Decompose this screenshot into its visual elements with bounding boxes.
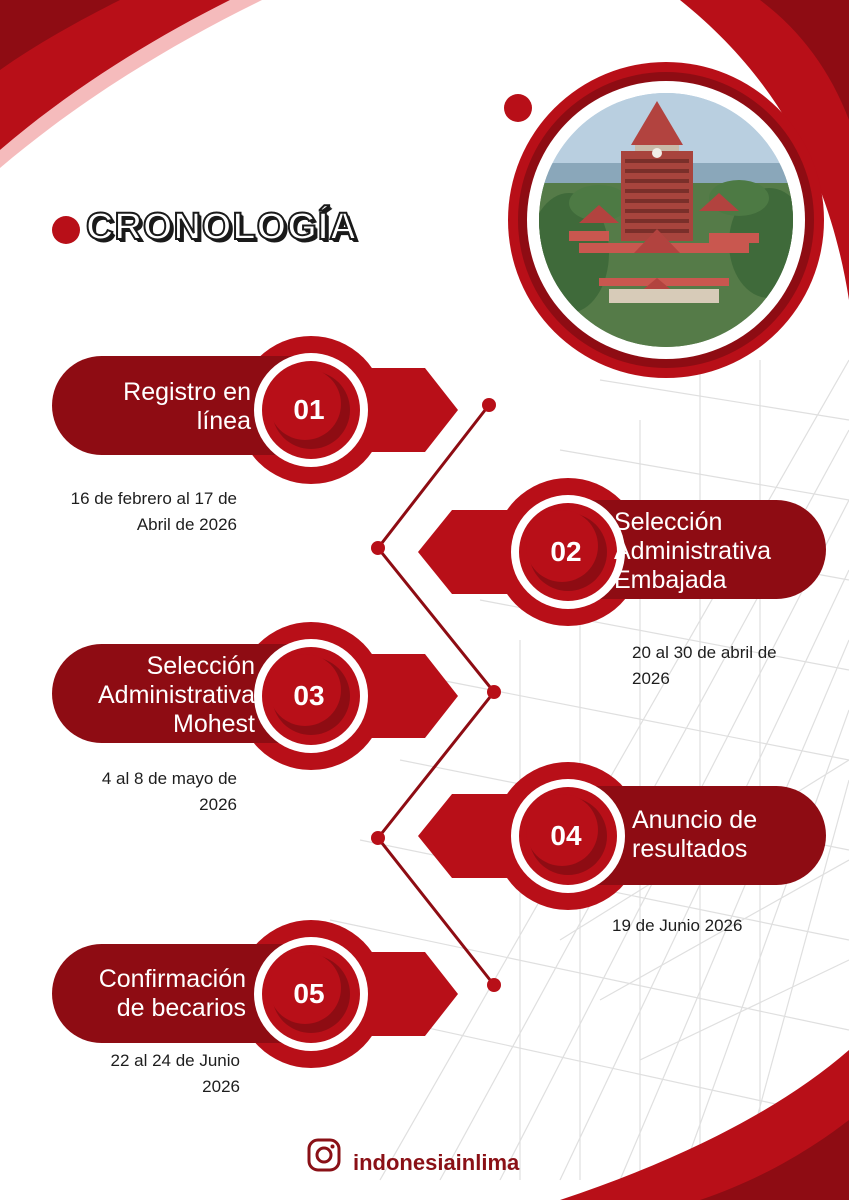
step-01-date: 16 de febrero al 17 de Abril de 2026	[70, 489, 237, 534]
step-05-number: 05	[293, 978, 325, 1009]
step-03-label: Selección Administrativa Mohest	[98, 652, 255, 738]
step-02-label: Selección Administrativa Embajada	[614, 508, 771, 594]
step-02-number: 02	[550, 536, 582, 567]
step-04-label: Anuncio de resultados	[632, 806, 758, 863]
campus-photo	[539, 93, 793, 347]
step-04-number: 04	[550, 820, 582, 851]
step-04-date: 19 de Junio 2026	[612, 916, 743, 935]
step-03-number: 03	[293, 680, 325, 711]
page-title: CRONOLOGÍA	[86, 206, 358, 248]
instagram-icon	[307, 1138, 341, 1172]
step-04-graphic	[418, 762, 826, 910]
step-02-date: 20 al 30 de abril de 2026	[632, 643, 777, 688]
step-05-label: Confirmación de becarios	[98, 965, 246, 1022]
step-05-date: 22 al 24 de Junio 2026	[110, 1051, 240, 1096]
step-01-label: Registro en línea	[123, 378, 251, 435]
photo-accent-dot	[504, 94, 532, 122]
step-03-date: 4 al 8 de mayo de 2026	[101, 769, 237, 814]
instagram-handle[interactable]: indonesiainlima	[353, 1150, 520, 1175]
campus-building-illustration	[539, 93, 793, 347]
step-01-number: 01	[293, 394, 325, 425]
title-accent-dot	[52, 216, 80, 244]
